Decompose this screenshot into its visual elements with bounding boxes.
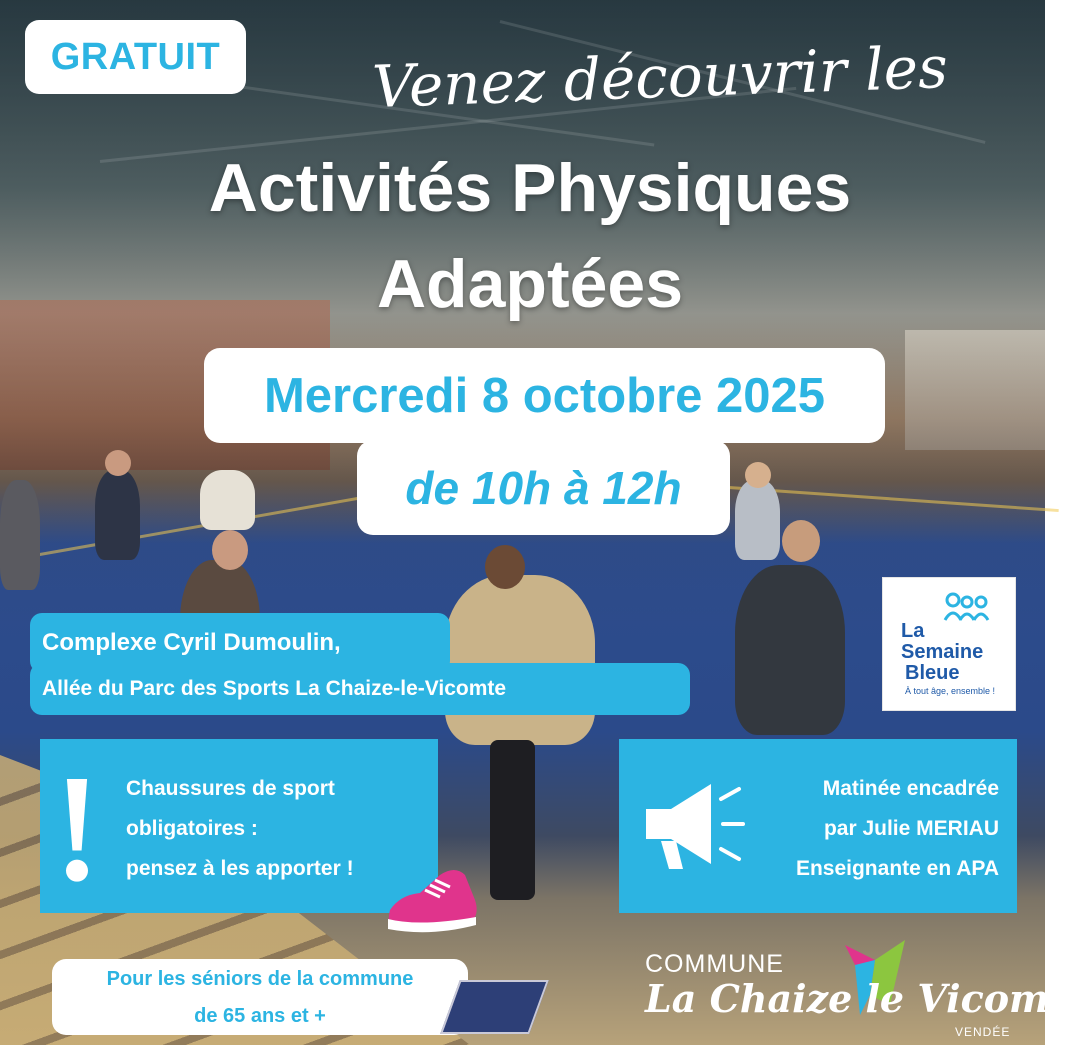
participant-figure: [445, 575, 595, 745]
audience-box: [52, 959, 468, 1035]
coach-notice-text: [796, 769, 999, 889]
participant-head: [212, 530, 248, 570]
coach-line-3: Enseignante en APA: [795, 857, 999, 880]
location-address: Allée du Parc des Sports La Chaize-le-Vicomte: [30, 663, 690, 715]
logo-text-semaine: Semaine: [901, 641, 984, 663]
shoes-line-3: pensez à les apporter !: [126, 857, 354, 880]
page-title: [100, 140, 960, 332]
accessibility-floor-sign: [440, 980, 549, 1034]
event-time: de 10h à 12h: [357, 440, 730, 535]
commune-region: VENDÉE: [955, 1025, 1011, 1039]
participant-figure: [0, 480, 40, 590]
audience-line-1: Pour les séniors de la commune: [106, 968, 414, 990]
participant-figure: [200, 470, 255, 530]
shoes-line-2: obligatoires :: [126, 817, 258, 840]
event-date: Mercredi 8 octobre 2025: [204, 348, 885, 443]
participant-figure: [490, 740, 535, 900]
participant-head: [485, 545, 525, 589]
participant-head: [745, 462, 771, 488]
logo-tagline: À tout âge, ensemble !: [904, 686, 996, 696]
coach-notice: [619, 739, 1017, 913]
title-line-1: Activités Physiques: [208, 150, 852, 226]
logo-text-bleue: Bleue: [905, 662, 960, 684]
participant-figure: [95, 470, 140, 560]
title-line-2: Adaptées: [376, 246, 684, 322]
participant-figure: [735, 480, 780, 560]
intro-script-text: Venez découvrir les: [371, 32, 949, 122]
semaine-bleue-logo: [882, 577, 1016, 711]
people-icon: [943, 592, 1001, 630]
free-badge: GRATUIT: [25, 20, 246, 94]
coach-line-2: par Julie MERIAU: [823, 817, 999, 840]
participant-head: [105, 450, 131, 476]
shoes-line-1: Chaussures de sport: [126, 777, 335, 800]
megaphone-icon: [631, 769, 746, 879]
sneaker-icon: [380, 855, 485, 940]
exclamation-icon: [62, 779, 92, 889]
sponsor-banner-wall: [905, 330, 1045, 450]
shoes-notice: [40, 739, 438, 913]
shoes-notice-text: [126, 769, 354, 889]
participant-figure: [735, 565, 845, 735]
coach-line-1: Matinée encadrée: [822, 777, 999, 800]
commune-name: La Chaize le Vicomte: [645, 976, 1091, 1021]
location-venue: Complexe Cyril Dumoulin,: [30, 613, 450, 673]
participant-head: [782, 520, 820, 562]
logo-text-la: La: [901, 620, 925, 642]
audience-line-2: de 65 ans et +: [194, 1005, 326, 1027]
commune-label: COMMUNE: [645, 950, 784, 978]
